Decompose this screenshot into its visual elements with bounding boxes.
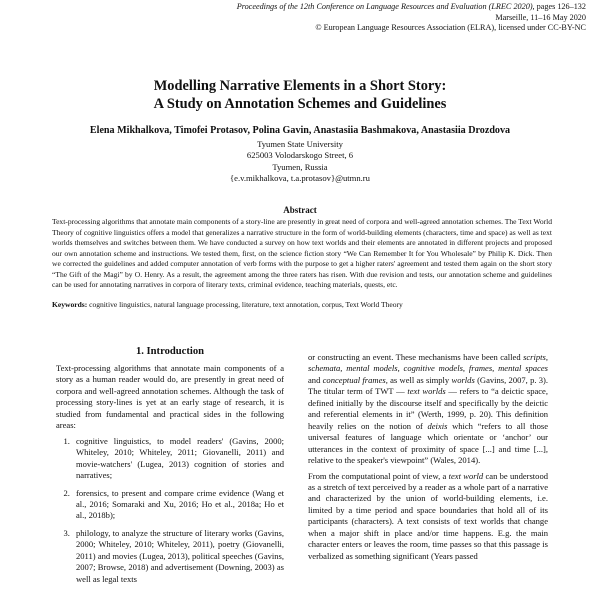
- proceedings-line: Proceedings of the 12th Conference on Language Resources and Evaluation (LREC 2020), pages 126–132: [236, 2, 586, 11]
- abstract-heading: Abstract: [283, 205, 317, 215]
- keywords: [52, 300, 552, 311]
- university: Tyumen State University: [257, 139, 343, 149]
- right-paragraph-2: From the computational point of view, a text world can be understood as a stretch of text perceived by a reader as a whole part of a narrative and characterized by the union of world-building elements, i.e. limited by a time period and space boundaries that hold all of its participants (characters). A text consists of text worlds that change when a major shift in place and/or time happens. E.g. the main character enters or leaves the room, time passes so that this passage is verbalized as something significant (Years passed: [308, 470, 548, 561]
- list-item: 1. cognitive linguistics, to model readers' (Gavins, 2000; Whiteley, 2010; Whiteley, 2011; Giovanelli, 2011) and movie-watchers' (Lugea, 2013) cognition of stories and narratives;: [72, 436, 284, 482]
- keywords-label: Keywords:: [52, 300, 88, 309]
- author-list: Elena Mikhalkova, Timofei Protasov, Polina Gavin, Anastasiia Bashmakova, Anastasiia Drozdova: [89, 125, 511, 136]
- paper-title: [0, 77, 600, 113]
- abstract-text: Text-processing algorithms that annotate main components of a story-line are presently in great need of corpora and well-agreed annotation schemes. The Text World Theory of cognitive linguistics offers a model that generalizes a narrative structure in the form of world-building elements (characters, time and space) as well as text worlds themselves and switches between them. We have conducted a survey on how text worlds and their elements are annotated in different projects and proposed our own annotation scheme and instructions. We tested them, first, on the science fiction story “We Can Remember It for You Wholesale” by Philip K. Dick. Then we corrected the guidelines and added computer annotation of verb forms with the purpose to get a higher raters' agreement and tested them again on the short story “The Gift of the Magi” by O. Henry. As a result, the agreement among the three raters has risen. With due revision and tests, our annotation scheme and guidelines can be used for annotating narratives in corpora of literary texts, criminal evidence, teaching materials, quests, etc.: [52, 217, 552, 289]
- street-address: 625003 Volodarskogo Street, 6: [246, 150, 354, 161]
- running-header: [186, 2, 586, 34]
- title-line-2: A Study on Annotation Schemes and Guidelines: [153, 96, 447, 112]
- keywords-text: cognitive linguistics, natural language processing, literature, text annotation, corpus, Text World Theory: [87, 300, 403, 309]
- section-heading-introduction: 1. Introduction: [135, 346, 205, 357]
- list-item: 3. philology, to analyze the structure of literary works (Gavins, 2000; Whiteley, 2010; Whiteley, 2011), poetry (Giovanelli, 2011) and movies (Lugea, 2013), political speeches (Gavins, 2007; Browse, 2018) and advertisement (Downing, 2003) as well as legal texts: [72, 528, 284, 585]
- right-column: [308, 352, 548, 566]
- copyright-line: © European Language Resources Association (ELRA), licensed under CC-BY-NC: [315, 23, 586, 33]
- intro-paragraph: Text-processing algorithms that annotate main components of a story as a human reader would do, are presently in great need of corpora and well-agreed annotation schemes. Although the task of processing story-lines is yet at an early stage of research, it is studied from fundamental and practical sides in the following areas:: [56, 363, 284, 431]
- application-areas-list: [56, 436, 284, 585]
- venue-date: Marseille, 11–16 May 2020: [495, 12, 586, 22]
- list-item: 2. forensics, to present and compare crime evidence (Wang et al., 2016; Somaraki and Xu, 2016; Ho et al., 2018a; Ho et al., 2018b);: [72, 488, 284, 522]
- left-column: [56, 363, 284, 591]
- emails: {e.v.mikhalkova, t.a.protasov}@utmn.ru: [230, 173, 370, 184]
- right-paragraph-1: or constructing an event. These mechanisms have been called scripts, schemata, mental models, cognitive models, frames, mental spaces and conceptual frames, as well as simply worlds (Gavins, 2007, p. 3). The titular term of TWT — text worlds — refers to “a deictic space, defined initially by the discourse itself and specifically by the deictic and referential elements in it” (Werth, 1999, p. 20). This definition heavily relies on the notion of deixis which “refers to all those universal features of language which orientate or ‘anchor’ our utterances in the context of proximity of space [...] and time [...], relative to the speaker's viewpoint” (Wales, 2014).: [308, 352, 549, 466]
- city: Tyumen, Russia: [272, 161, 328, 172]
- affiliation: [0, 139, 600, 185]
- title-line-1: Modelling Narrative Elements in a Short Story:: [153, 78, 447, 94]
